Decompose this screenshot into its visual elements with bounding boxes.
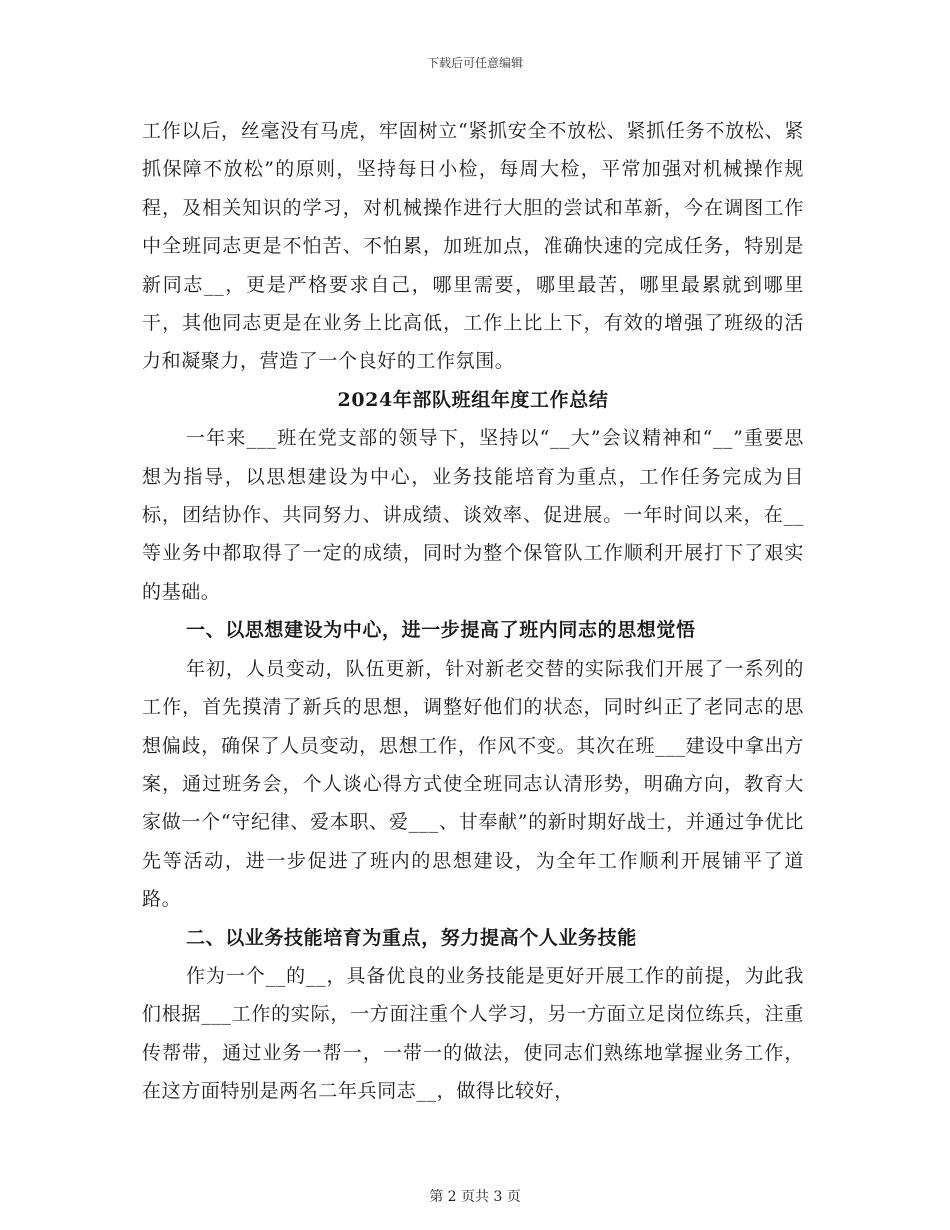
summary-paragraph: 一年来___班在党支部的领导下，坚持以“__大”会议精神和“__”重要思想为指导，以思想建设为中心，业务技能培育为重点，工作任务完成为目标，团结协作、共同努力、讲成绩、谈效率、促进展。一年时间以来，在__等业务中都取得了一定的成绩，同时为整个保管队工作顺利开展打下了艰实的基础。 [142, 427, 804, 603]
section-heading-2: 二、以业务技能培育为重点，努力提高个人业务技能 [186, 926, 637, 949]
document-title: 2024年部队班组年度工作总结 [337, 388, 609, 411]
section-2-paragraph: 作为一个__的__，具备优良的业务技能是更好开展工作的前提，为此我们根据___工作的实际，一方面注重个人学习，另一方面立足岗位练兵，注重传帮带，通过业务一帮一，一带一的做法，使同志们熟练地掌握业务工作，在这方面特别是两名二年兵同志__，做得比较好， [142, 964, 804, 1103]
section-1-paragraph: 年初，人员变动，队伍更新，针对新老交替的实际我们开展了一系列的工作，首先摸清了新兵的思想，调整好他们的状态，同时纠正了老同志的思想偏歧，确保了人员变动，思想工作，作风不变。其次在班___建设中拿出方案，通过班务会，个人谈心得方式使全班同志认清形势，明确方向，教育大家做一个“守纪律、爱本职、爱___、甘奉献”的新时期好战士，并通过争优比先等活动，进一步促进了班内的思想建设，为全年工作顺利开展铺平了道路。 [142, 657, 804, 911]
page-footer: 第 2 页共 3 页 [429, 1189, 521, 1205]
section-heading-1: 一、以思想建设为中心，进一步提高了班内同志的思想觉悟 [186, 619, 696, 642]
page-header: 下载后可任意编辑 [426, 56, 523, 70]
document-body [142, 112, 804, 1111]
intro-paragraph: 工作以后，丝毫没有马虎，牢固树立“紧抓安全不放松、紧抓任务不放松、紧抓保障不放松”的原则，坚持每日小检，每周大检，平常加强对机械操作规程，及相关知识的学习，对机械操作进行大胆的尝试和革新，今在调图工作中全班同志更是不怕苦、不怕累，加班加点，准确快速的完成任务，特别是新同志__，更是严格要求自己，哪里需要，哪里最苦，哪里最累就到哪里干，其他同志更是在业务上比高低，工作上比上下，有效的增强了班级的活力和凝聚力，营造了一个良好的工作氛围。 [142, 120, 804, 373]
